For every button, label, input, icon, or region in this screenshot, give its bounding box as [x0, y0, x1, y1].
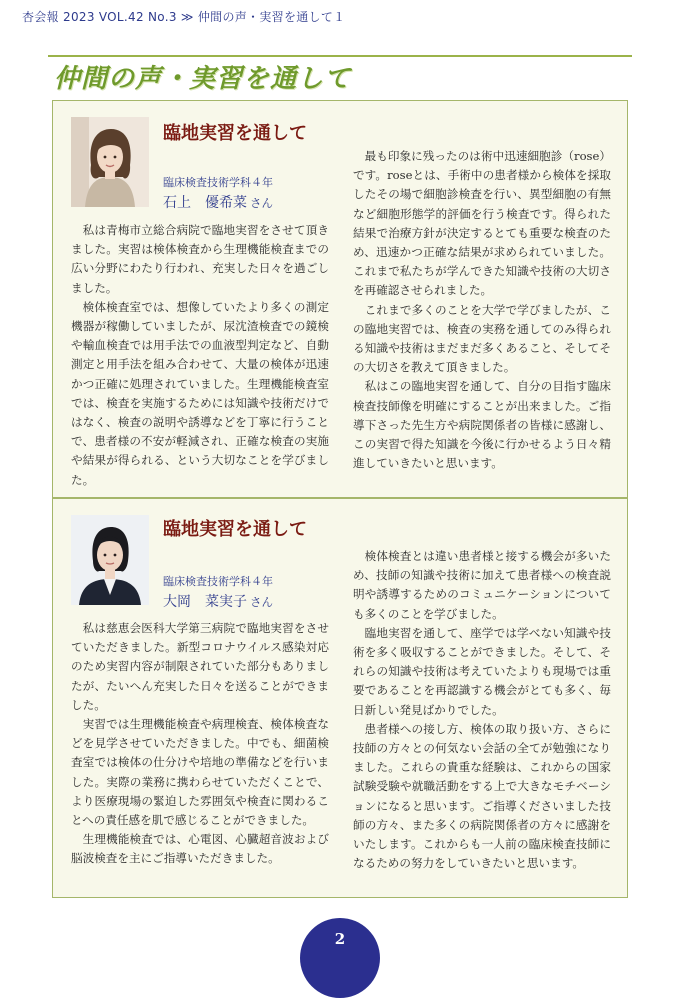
article-body-left: [71, 619, 329, 869]
author-department: 臨床検査技術学科４年: [163, 575, 273, 588]
paragraph: 実習では生理機能検査や病理検査、検体検査などを見学させていただきました。中でも、細菌検査室では検体の仕分けや培地の準備などを行いました。実際の業務に携わらせていただくことで、より医療現場の緊迫した雰囲気や検査に関わることへの責任感を肌で感じることができました。: [71, 717, 329, 828]
article-title: 臨地実習を通して: [163, 123, 307, 144]
article-card-1: [52, 100, 628, 498]
author-honorific: さん: [250, 196, 273, 210]
paragraph: 最も印象に残ったのは術中迅速細胞診（rose）です。roseとは、手術中の患者様から検体を採取したその場で細胞診検査を行い、異型細胞の有無など細胞形態学的評価を行う検査です。得られた結果で治療方針が決定するとても重要な検査のため、迅速かつ正確な結果が求められていました。これまで私たちが学んできた知識や技術の大切さを再確認させられました。: [353, 149, 611, 298]
article-body-left: [71, 221, 329, 490]
author-honorific: さん: [250, 595, 273, 609]
article-body-right: [353, 147, 611, 473]
author-name: [163, 591, 273, 611]
paragraph: 患者様への接し方、検体の取り扱い方、さらに技師の方々との何気ない会話の全てが勉強になりました。これらの貴重な経験は、これからの国家試験受験や就職活動をする上で大きなモチベーションになると思います。ご指導くださいました技師の方々、また多くの病院関係者の方々に感謝をいたします。これからも一人前の臨床検査技師になるための努力をしていきたいと思います。: [353, 721, 611, 871]
running-header: 杏会報 2023 VOL.42 No.3 ≫ 仲間の声・実習を通して１: [22, 10, 346, 24]
page-number: 2: [334, 930, 346, 948]
article-card-2: [52, 498, 628, 898]
paragraph: 検体検査室では、想像していたより多くの測定機器が稼働していましたが、尿沈渣検査での鏡検や輸血検査では用手法での血液型判定など、自動測定と用手法を組み合わせて、大量の検体が迅速かつ正確に処理されていました。生理機能検査室では、検査を実施するためには知識や技術だけではなく、検査の説明や誘導などを丁寧に行うことで、患者様の不安が軽減され、正確な検査の実施や結果が得られる、という大切なことを学びました。: [71, 299, 329, 487]
author-photo: [71, 515, 149, 605]
article-title: 臨地実習を通して: [163, 519, 307, 540]
paragraph: 私はこの臨地実習を通して、自分の目指す臨床検査技師像を明確にすることが出来ました。ご指導下さった先生方や病院関係者の皆様に感謝し、この実習で得た知識を今後に行かせるよう日々精進していきたいと思います。: [353, 379, 611, 471]
paragraph: 生理機能検査では、心電図、心臓超音波および脳波検査を主にご指導いただきました。: [71, 832, 329, 866]
author-department: 臨床検査技術学科４年: [163, 176, 273, 189]
header-divider: [48, 55, 632, 57]
paragraph: 検体検査とは違い患者様と接する機会が多いため、技師の知識や技術に加えて患者様への検査説明や誘導するためのコミュニケーションについても多くのことを学びました。: [353, 549, 611, 621]
article-body-right: [353, 547, 611, 873]
author-photo: [71, 117, 149, 207]
author-name: [163, 192, 273, 212]
portrait-image: [71, 117, 149, 207]
paragraph: 臨地実習を通して、座学では学べない知識や技術を多く吸収することができました。そして、それらの知識や技術は考えていたよりも現場では重要であることを再認識する機会がとても多く、毎日新しい発見ばかりでした。: [353, 625, 611, 717]
paragraph: これまで多くのことを大学で学びましたが、この臨地実習では、検査の実務を通してのみ得られる知識や技術はまだまだ多くあること、そしてその大切さを教えて頂きました。: [353, 302, 611, 375]
author-name-text: 石上 優希菜: [163, 195, 247, 211]
portrait-image: [71, 515, 149, 605]
section-title: 仲間の声・実習を通して: [54, 64, 352, 94]
author-name-text: 大岡 菜実子: [163, 594, 247, 610]
paragraph: 私は青梅市立総合病院で臨地実習をさせて頂きました。実習は検体検査から生理機能検査までの広い分野にわたり行われ、充実した日々を過ごしました。: [71, 223, 329, 295]
paragraph: 私は慈恵会医科大学第三病院で臨地実習をさせていただきました。新型コロナウイルス感染対応のため実習内容が制限されていた部分もありましたが、たいへん充実した日々を送ることができました。: [71, 621, 329, 712]
